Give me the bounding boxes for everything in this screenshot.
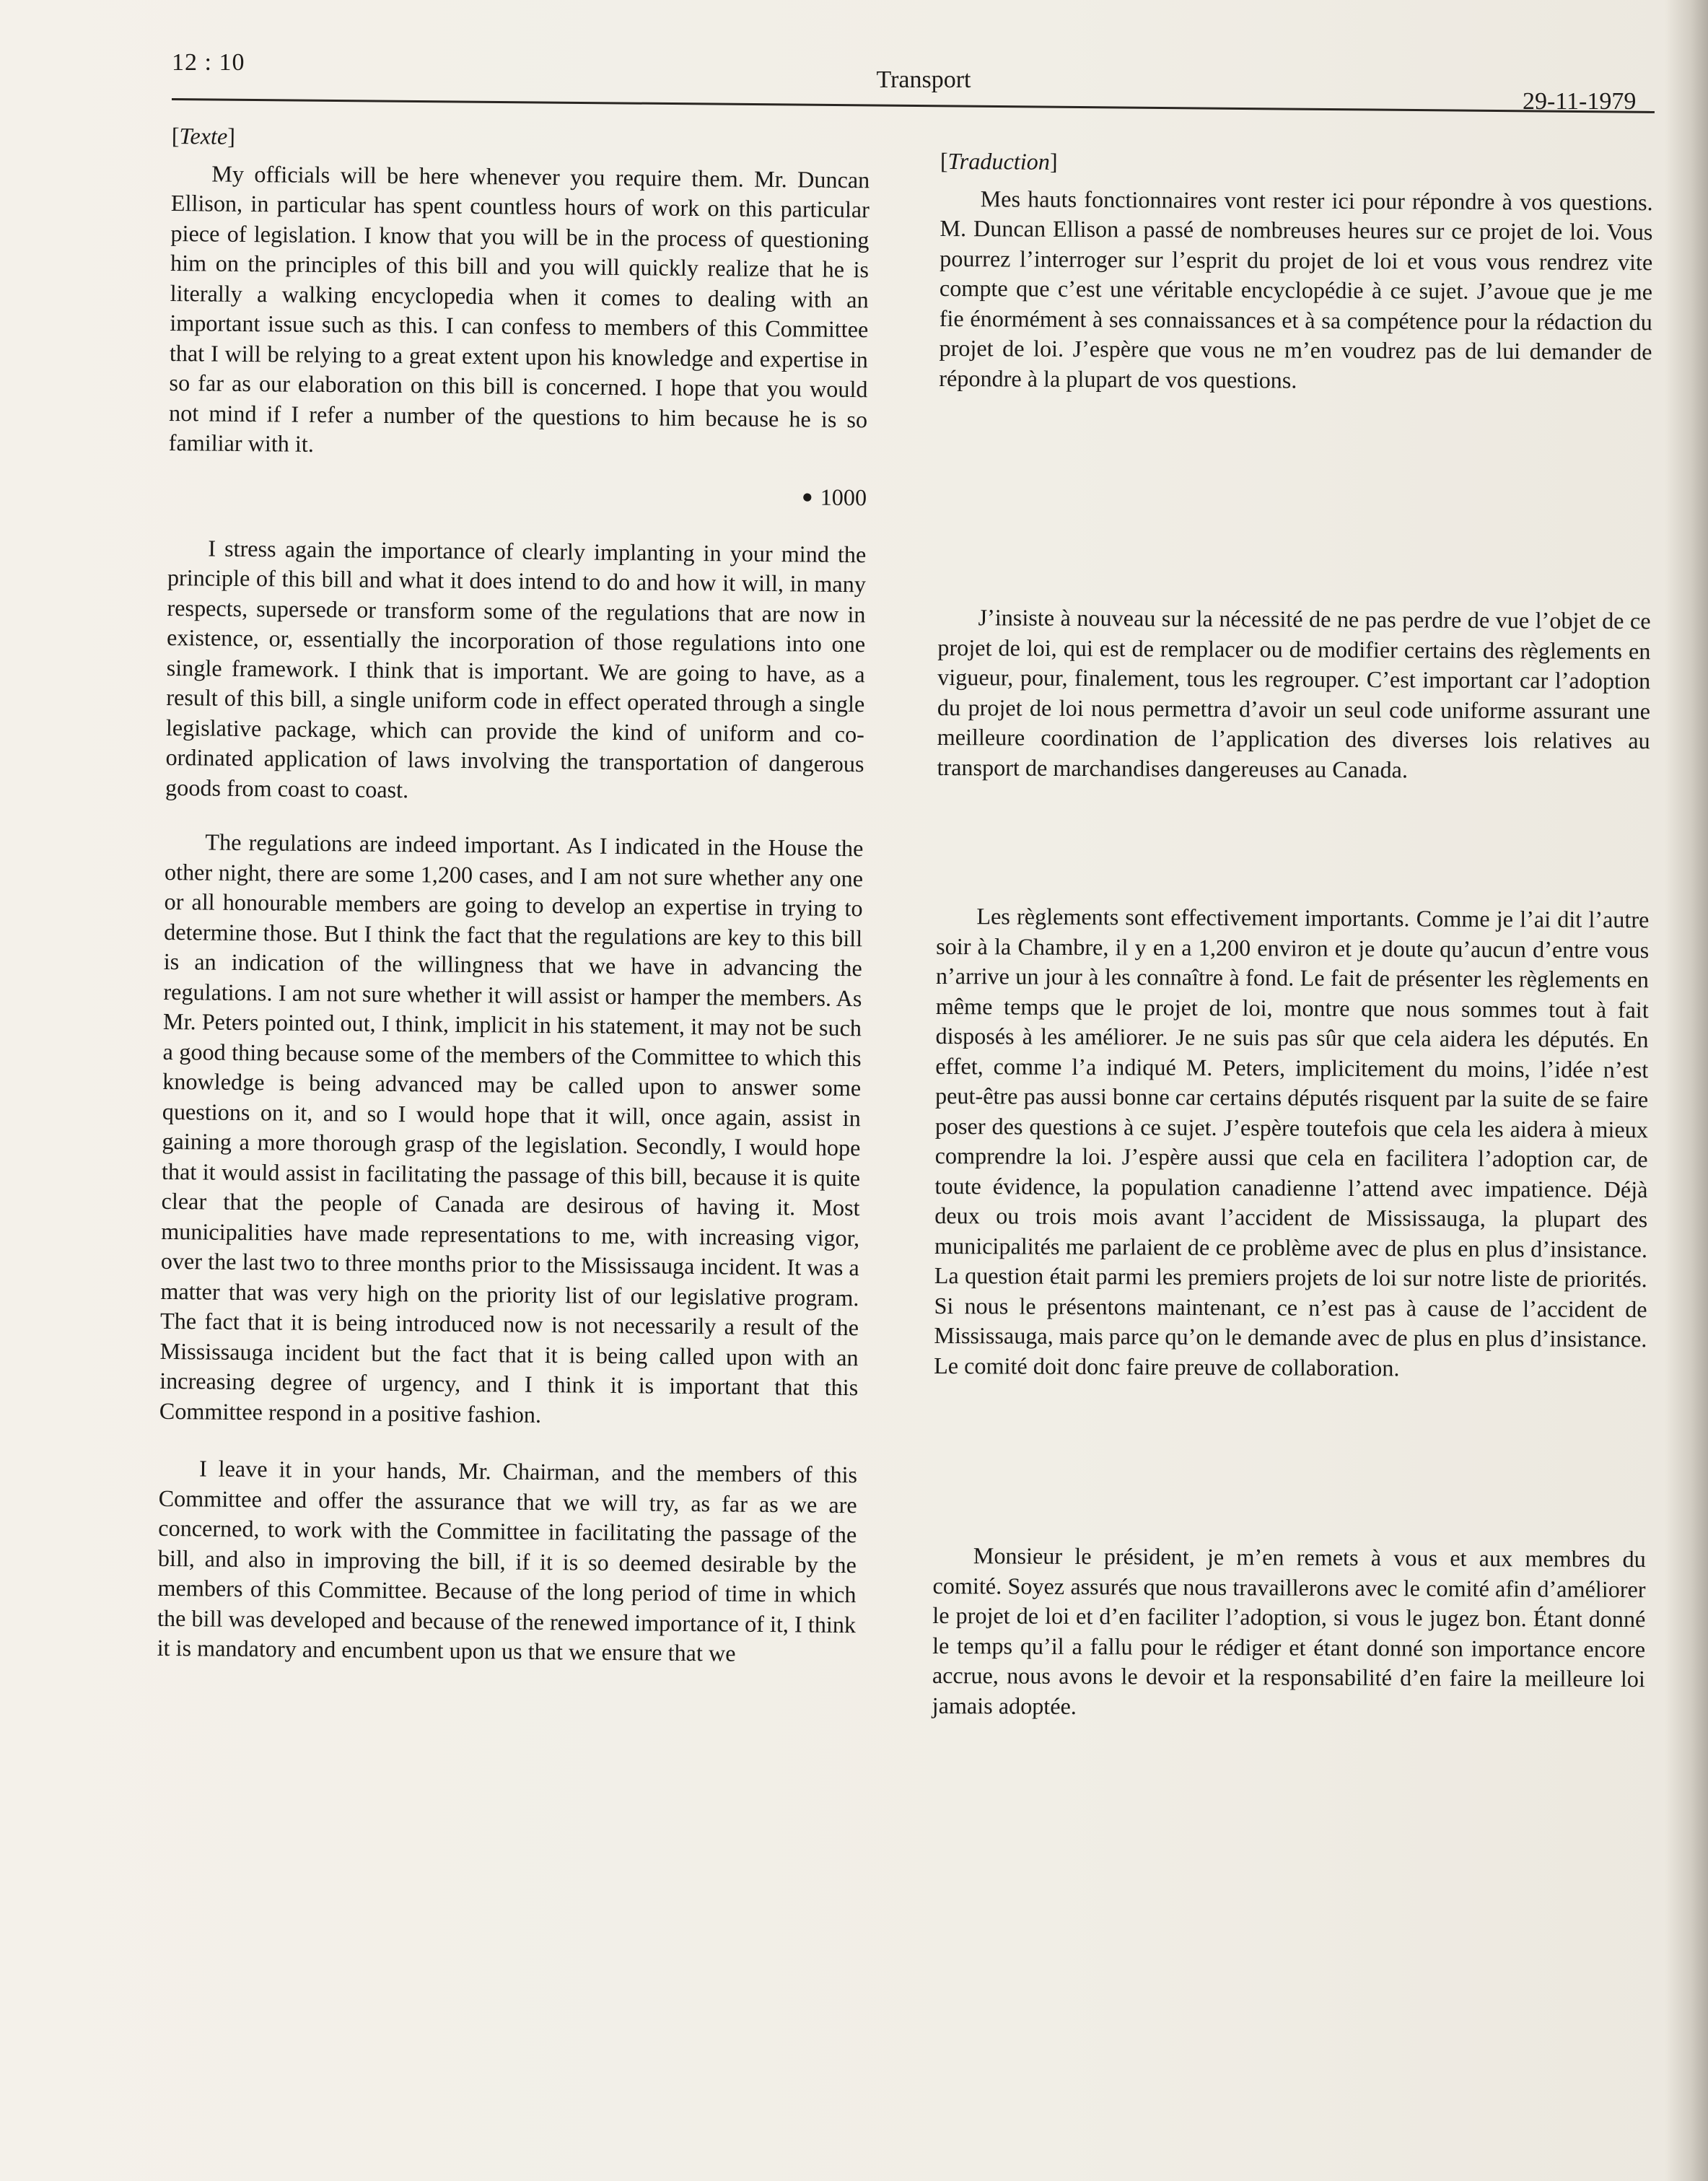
running-title: Transport bbox=[876, 66, 971, 93]
paragraph-1: My officials will be here whenever you require them. Mr. Duncan Ellison, in particular has spent countless hours of work on this particular piece of legislation. I know that you will be in the process of questioning him on the principles of this bill and you will quickly realize that he is literally a walking encyclopedia when it comes to dealing with an important issue such as this. I can confess to members of this Committee that I will be relying to a great extent upon his knowledge and expertise in so far as our elaboration on this bill is concerned. I hope that you would not mind if I refer a number of the questions to him because he is so familiar with it. bbox=[168, 160, 870, 457]
time-marker: ● 1000 bbox=[801, 484, 867, 510]
paragraph-2: I stress again the importance of clearly implanting in your mind the principle of this bill and what it does intend to do and how it will, in many respects, supersede or transform some of the regulations that are now in existence, or, essentially the incorporation of those regulations into one single framework. I think that is important. We are going to have, as a result of this bill, a single uniform code in effect operated through a single legislative package, which can provide the kind of uniform and co-ordinated application of laws involving the transportation of dangerous goods from coast to coast. bbox=[165, 535, 867, 803]
english-column bbox=[157, 121, 870, 1670]
page-number: 12 : 10 bbox=[172, 49, 245, 76]
column-label-texte: [Texte] bbox=[171, 122, 236, 149]
paragraph-3: Les règlements sont effectivement importants. Comme je l’ai dit l’autre soir à la Chambre, il y en a 1,200 environ et je doute qu’aucun d’entre vous n’arrive un jour à les connaître à fond. Le fait de présenter les règlements en même temps que le projet de loi, montre que nous sommes tout à fait disposés à les améliorer. Je ne suis pas sûr que cela aidera les députés. En effet, comme l’a indiqué M. Peters, implicitement du moins, l’idée n’est peut-être pas aussi bonne car certains députés risquent par la suite de se faire poser des questions à ce sujet. J’espère toutefois que cela les aidera à mieux comprendre la loi. J’espère aussi que cela en facilitera l’adoption car, de toute évidence, la population canadienne l’attend avec impatience. Déjà deux ou trois mois avant l’accident de Mississauga, la plupart des municipalités me parlaient de ce problème avec de plus en plus d’insistance. La question était parmi les premiers projets de loi sur notre liste de priorités. Si nous le présentons maintenant, ce n’est pas à cause de l’accident de Mississauga, mais parce qu’on le demande avec de plus en plus d’insistance. Le comité doit donc faire preuve de collaboration. bbox=[934, 903, 1650, 1381]
french-column bbox=[932, 147, 1653, 1724]
column-label-traduction: [Traduction] bbox=[940, 147, 1058, 175]
paragraph-2: J’insiste à nouveau sur la nécessité de ne pas perdre de vue l’objet de ce projet de loi, qui est de remplacer ou de modifier certains des règlements en vigueur, pour, finalement, tous les regrouper. C’est important car l’adoption du projet de loi nous permettra d’avoir un seul code uniforme assurant une meilleure coordination de l’application des diverses lois relatives au transport de marchandises dangereuses au Canada. bbox=[937, 604, 1651, 782]
page-edge-shadow bbox=[1665, 0, 1708, 2181]
paragraph-1: Mes hauts fonctionnaires vont rester ici pour répondre à vos questions. M. Duncan Ellison a passé de nombreuses heures sur ce projet de loi. Vous pourrez l’interroger sur l’esprit du projet de loi et vous vous rendrez vite compte que c’est une véritable encyclopédie à ce sujet. J’avoue que je me fie énormément à ses connaissances et à sa compétence pour la rédaction du projet de loi. J’espère que vous ne m’en voudrez pas de lui demander de répondre à la plupart de vos questions. bbox=[939, 185, 1653, 393]
paragraph-3: The regulations are indeed important. As I indicated in the House the other night, there are some 1,200 cases, and I am not sure whether any one or all honourable members are going to develop an expertise in trying to determine those. But I think the fact that the regulations are key to this bill is an indication of the willingness that we have in advancing the regulations. I am not sure whether it will assist or hamper the members. As Mr. Peters pointed out, I think, implicit in his statement, it may not be such a good thing because some of the members of the Committee to which this knowledge is being advanced may be called upon to answer some questions on it, and so I would hope that it will, once again, assist in gaining a more thorough grasp of the legislation. Secondly, I would hope that it would assist in facilitating the passage of this bill, because it is quite clear that the people of Canada are desirous of having it. Most municipalities have made representations to me, with increasing vigor, over the last two to three months prior to the Mississauga incident. It was a matter that was very high on the priority list of our legislative program. The fact that it is being introduced now is not necessarily a result of the Mississauga incident but the fact that it is being called upon with an increasing degree of urgency, and I think it is important that this Committee respond in a positive fashion. bbox=[159, 829, 864, 1428]
paragraph-4: I leave it in your hands, Mr. Chairman, and the members of this Committee and offer the assurance that we will try, as far as we are concerned, to work with the Committee in facilitating the passage of the bill, and also in improving the bill, if it is so deemed desirable by the members of this Committee. Because of the long period of time in which the bill was developed and because of the renewed importance of it, I think it is mandatory and encumbent upon us that we ensure that we bbox=[157, 1455, 858, 1666]
bullet-icon: ● bbox=[801, 485, 813, 507]
paragraph-4: Monsieur le président, je m’en remets à vous et aux membres du comité. Soyez assurés que nous travaillerons avec le comité afin d’améliorer le projet de loi et d’en faciliter l’adoption, si vous le jugez bon. Étant donné le temps qu’il a fallu pour le rédiger et étant donné son importance encore accrue, nous avons le devoir et la responsabilité d’en faire la meilleure loi jamais adoptée. bbox=[932, 1542, 1646, 1719]
header-date: 29-11-1979 bbox=[1523, 88, 1637, 115]
